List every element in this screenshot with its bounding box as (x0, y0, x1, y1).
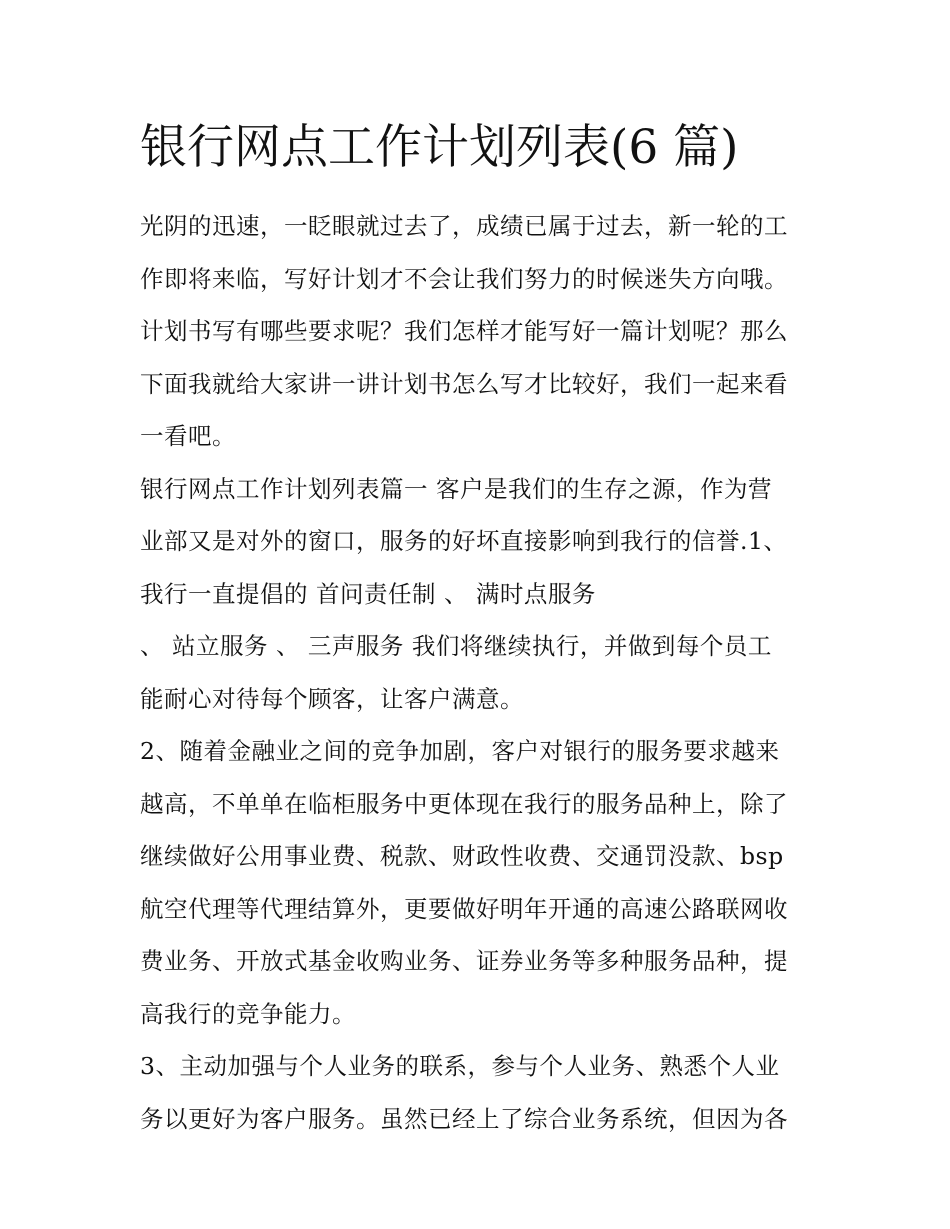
text-line: 、 站立服务 、 三声服务 我们将继续执行，并做到每个员工 (140, 632, 772, 660)
text-line: 越高，不单单在临柜服务中更体现在我行的服务品种上，除了 (140, 789, 788, 818)
document-body (140, 200, 820, 1145)
text-line: 下面我就给大家讲一讲计划书怎么写才比较好，我们一起来看 (140, 369, 788, 398)
text-line: 能耐心对待每个顾客，让客户满意。 (140, 684, 524, 713)
text-line: 高我行的竞争能力。 (140, 999, 356, 1028)
text-line: 我行一直提倡的 首问责任制 、 满时点服务 (140, 579, 596, 608)
text-line: 2、随着金融业之间的竞争加剧，客户对银行的服务要求越来 (140, 737, 780, 765)
text-line: 光阴的迅速，一眨眼就过去了，成绩已属于过去，新一轮的工 (140, 212, 788, 240)
text-line: 一看吧。 (140, 422, 236, 450)
text-line: 航空代理等代理结算外，更要做好明年开通的高速公路联网收 (140, 894, 788, 923)
text-line: 3、主动加强与个人业务的联系，参与个人业务、熟悉个人业 (140, 1052, 780, 1080)
text-line: 务以更好为客户服务。虽然已经上了综合业务系统，但因为各 (140, 1104, 788, 1133)
text-line: 费业务、开放式基金收购业务、证券业务等多种服务品种，提 (140, 947, 788, 975)
text-line: 作即将来临，写好计划才不会让我们努力的时候迷失方向哦。 (140, 264, 788, 293)
text-line: 计划书写有哪些要求呢？我们怎样才能写好一篇计划呢？那么 (140, 317, 788, 345)
text-line: 银行网点工作计划列表篇一 客户是我们的生存之源，作为营 (140, 474, 772, 503)
text-line: 继续做好公用事业费、税款、财政性收费、交通罚没款、bsp (140, 842, 784, 870)
text-line: 业部又是对外的窗口，服务的好坏直接影响到我行的信誉.1、 (140, 527, 788, 555)
document-title: 银行网点工作计划列表(6 篇) (140, 120, 739, 175)
